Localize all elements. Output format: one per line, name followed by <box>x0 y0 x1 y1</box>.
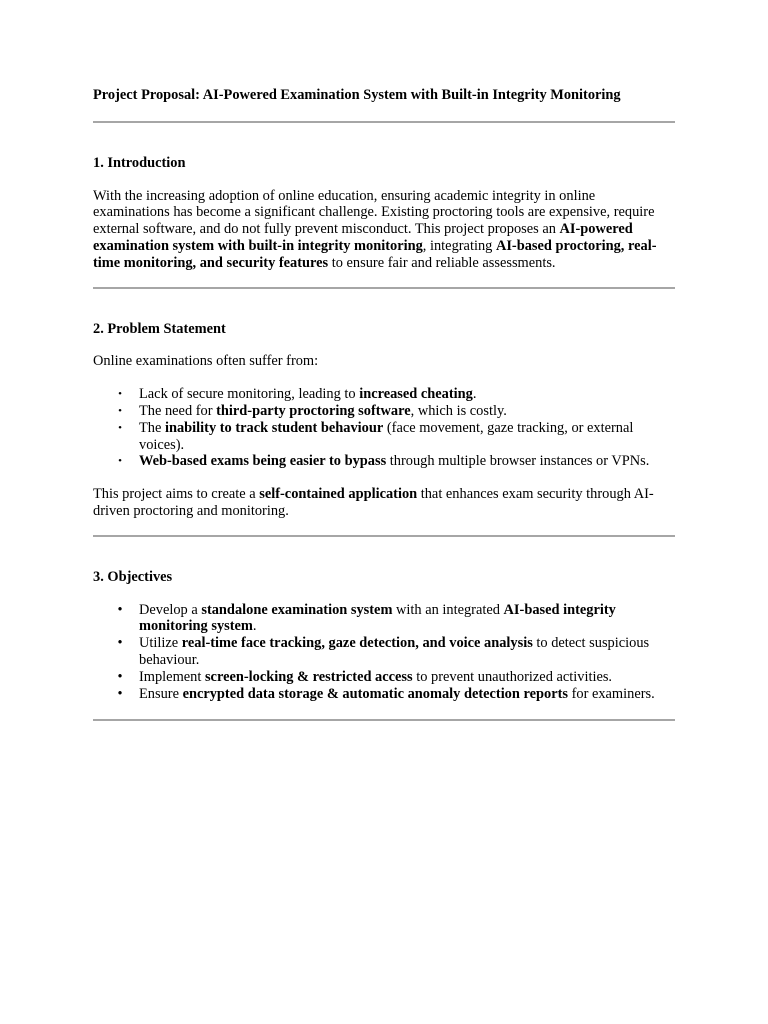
list-item <box>93 669 675 686</box>
section-heading-problem-statement: 2. Problem Statement <box>93 320 226 337</box>
list-item-text: Implement screen-locking & restricted access to prevent unauthorized activities. <box>139 668 613 685</box>
bullet-icon: • <box>117 685 123 702</box>
document-body <box>93 87 675 721</box>
bullet-icon: • <box>118 388 122 401</box>
list-item <box>93 403 675 420</box>
list-item <box>93 686 675 703</box>
list-item <box>93 420 675 454</box>
bullet-icon: • <box>117 668 123 685</box>
list-item <box>93 602 675 636</box>
bullet-icon: • <box>118 421 122 434</box>
page-title: Project Proposal: AI-Powered Examination System with Built-in Integrity Monitoring <box>93 87 621 103</box>
list-item-text: Utilize real-time face tracking, gaze detection, and voice analysis to detect suspicious behaviour. <box>139 635 650 668</box>
bullet-icon: • <box>117 601 123 618</box>
problem-intro-text: Online examinations often suffer from: <box>93 353 319 370</box>
list-item-text: The need for third-party proctoring software, which is costly. <box>139 402 507 419</box>
list-item-text: The inability to track student behaviour (face movement, gaze tracking, or external voices). <box>139 419 634 453</box>
problem-closing-paragraph: This project aims to create a self-contained application that enhances exam security through AI-driven proctoring and monitoring. <box>93 486 654 519</box>
horizontal-rule <box>93 287 675 289</box>
objectives-list <box>93 602 675 703</box>
list-item-text: Ensure encrypted data storage & automatic anomaly detection reports for examiners. <box>139 685 655 702</box>
horizontal-rule <box>93 719 675 721</box>
list-item-text: Develop a standalone examination system with an integrated AI-based integrity monitoring system. <box>139 601 616 635</box>
bullet-icon: • <box>117 635 123 652</box>
section-heading-objectives: 3. Objectives <box>93 568 173 585</box>
horizontal-rule <box>93 535 675 537</box>
section-heading-introduction: 1. Introduction <box>93 154 186 171</box>
list-item-text: Lack of secure monitoring, leading to increased cheating. <box>139 386 477 403</box>
introduction-paragraph: With the increasing adoption of online education, ensuring academic integrity in online examinations has become a significant challenge. Existing proctoring tools are expensive, require external software, and do not fully prevent misconduct. This project proposes an AI-powered examination system with built-in integrity monitoring, integrating AI-based proctoring, real-time monitoring, and security features to ensure fair and reliable assessments. <box>93 187 657 271</box>
list-item-text: Web-based exams being easier to bypass through multiple browser instances or VPNs. <box>139 453 650 470</box>
problem-list <box>93 386 675 470</box>
list-item <box>93 453 675 470</box>
list-item <box>93 635 675 669</box>
bullet-icon: • <box>118 404 122 417</box>
list-item <box>93 386 675 403</box>
bullet-icon: • <box>118 455 122 468</box>
horizontal-rule <box>93 121 675 123</box>
